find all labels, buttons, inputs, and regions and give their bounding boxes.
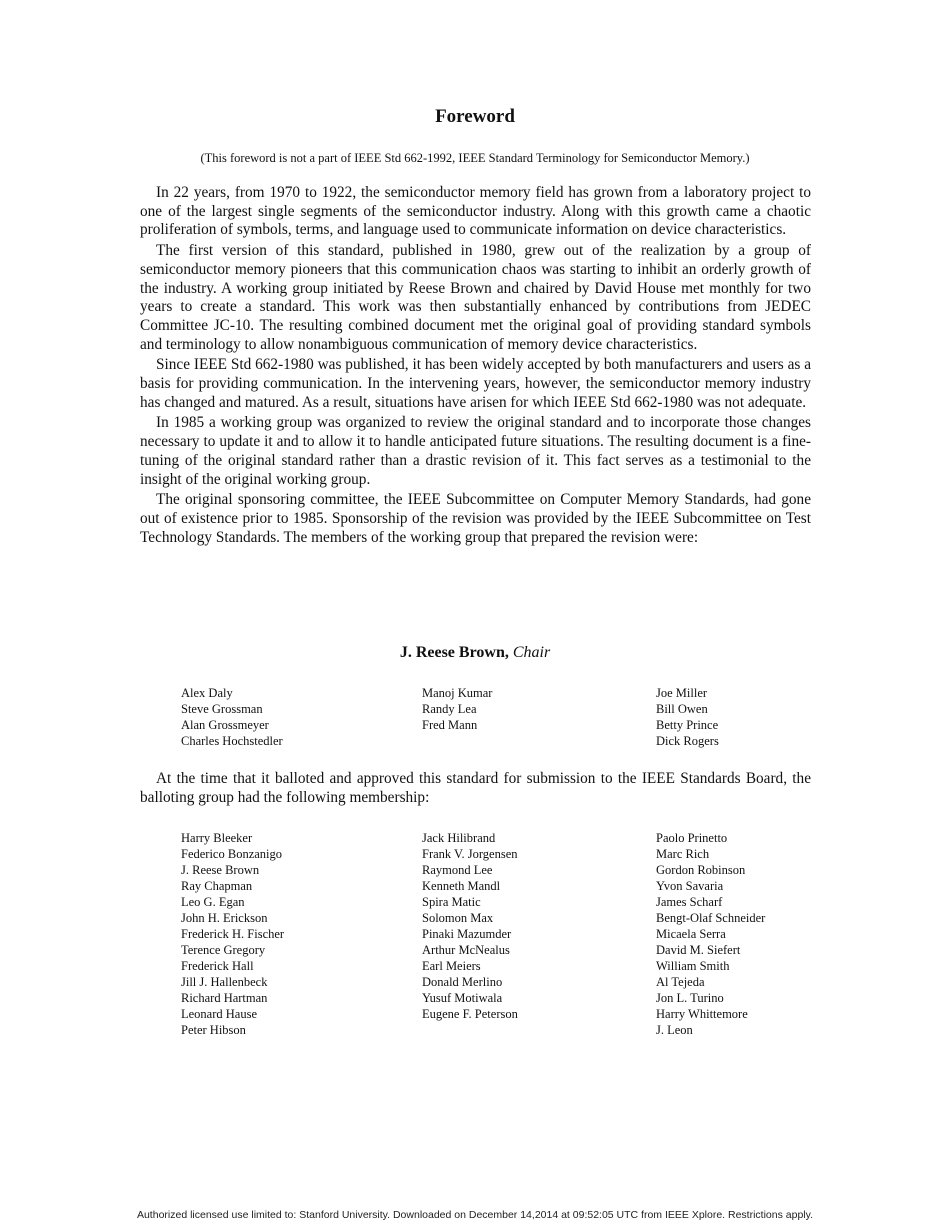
chair-name: J. Reese Brown, (399, 644, 509, 661)
ballot-column-1 (181, 830, 284, 1038)
ballot-member: David M. Siefert (656, 943, 741, 957)
paragraph: In 22 years, from 1970 to 1922, the semiconductor memory field has grown from a laboratory project to one of the largest single segments of the semiconductor industry. Along with this growth came a chaotic proliferation of symbols, terms, and language used to communicate information on device characteristics. (140, 184, 811, 239)
member-name: Alex Daly (181, 686, 233, 700)
member-name: Manoj Kumar (422, 686, 493, 700)
ballot-member: J. Leon (656, 1023, 693, 1037)
ballot-member: Earl Meiers (422, 959, 481, 973)
paragraph: In 1985 a working group was organized to review the original standard and to incorporate those changes necessary to update it and to allow it to handle anticipated future situations. The resulting document is a fine-tuning of the original standard rather than a drastic revision of it. This fact serves as a testimonial to the insight of the original working group. (140, 414, 811, 488)
license-footer: Authorized licensed use limited to: Stanford University. Downloaded on December 14,2014 at 09:52:05 UTC from IEEE Xplore. Restrictions apply. (136, 1209, 814, 1221)
ballot-member: Leo G. Egan (181, 895, 245, 909)
ballot-member: Richard Hartman (181, 991, 268, 1005)
ballot-column-2 (422, 830, 518, 1022)
paragraph: At the time that it balloted and approved this standard for submission to the IEEE Standards Board, the balloting group had the following membership: (140, 770, 811, 806)
ballot-member: Bengt-Olaf Schneider (656, 911, 766, 925)
ballot-member: James Scharf (656, 895, 723, 909)
ballot-member: Peter Hibson (181, 1023, 246, 1037)
member-name: Randy Lea (422, 702, 477, 716)
member-name: Steve Grossman (181, 702, 263, 716)
ballot-intro (140, 770, 811, 809)
ballot-member: Leonard Hause (181, 1007, 258, 1021)
ballot-member: Al Tejeda (656, 975, 705, 989)
ballot-member: Frederick H. Fischer (181, 927, 285, 941)
ballot-member: J. Reese Brown (181, 863, 260, 877)
ballot-member: Harry Bleeker (181, 831, 253, 845)
member-name: Betty Prince (656, 718, 719, 732)
paragraph: The first version of this standard, published in 1980, grew out of the realization by a group of semiconductor memory pioneers that this communication chaos was starting to inhibit an orderly growth of the industry. A working group initiated by Reese Brown and chaired by David House met monthly for two years to create a standard. This work was then substantially enhanced by contributions from JEDEC Committee JC-10. The resulting combined document met the original goal of providing standard symbols and terminology to allow nonambiguous communication of memory device characteristics. (140, 242, 811, 353)
ballot-member: Donald Merlino (422, 975, 503, 989)
ballot-member: Yvon Savaria (656, 879, 724, 893)
ballot-member: Jon L. Turino (656, 991, 724, 1005)
paragraph: The original sponsoring committee, the IEEE Subcommittee on Computer Memory Standards, had gone out of existence prior to 1985. Sponsorship of the revision was provided by the IEEE Subcommittee on Test Technology Standards. The members of the working group that prepared the revision were: (140, 491, 811, 546)
foreword-body (140, 184, 811, 549)
ballot-member: Kenneth Mandl (422, 879, 501, 893)
ballot-member: Arthur McNealus (422, 943, 510, 957)
member-name: Alan Grossmeyer (181, 718, 269, 732)
ballot-member: Pinaki Mazumder (422, 927, 512, 941)
ballot-member: Yusuf Motiwala (422, 991, 503, 1005)
member-name: Dick Rogers (656, 734, 719, 748)
ballot-member: John H. Erickson (181, 911, 268, 925)
ballot-member: William Smith (656, 959, 730, 973)
ballot-column-3 (656, 830, 765, 1038)
ballot-member: Jack Hilibrand (422, 831, 496, 845)
ballot-member: Ray Chapman (181, 879, 253, 893)
ballot-member: Frederick Hall (181, 959, 254, 973)
page-title: Foreword (435, 106, 515, 127)
working-group-column-2 (422, 685, 492, 733)
ballot-member: Solomon Max (422, 911, 494, 925)
ballot-member: Micaela Serra (656, 927, 726, 941)
ballot-member: Frank V. Jorgensen (422, 847, 518, 861)
ballot-member: Jill J. Hallenbeck (181, 975, 268, 989)
ballot-member: Federico Bonzanigo (181, 847, 283, 861)
member-name: Joe Miller (656, 686, 708, 700)
paragraph: Since IEEE Std 662-1980 was published, it has been widely accepted by both manufacturers and users as a basis for providing communication. In the intervening years, however, the semiconductor memory industry has changed and matured. As a result, situations have arisen for which IEEE Std 662-1980 was not adequate. (140, 356, 811, 411)
ballot-member: Raymond Lee (422, 863, 493, 877)
working-group-column-1 (181, 685, 283, 749)
member-name: Charles Hochstedler (181, 734, 283, 748)
member-name: Fred Mann (422, 718, 478, 732)
working-group-chair (0, 644, 950, 662)
ballot-member: Gordon Robinson (656, 863, 746, 877)
chair-role: Chair (512, 644, 551, 661)
ballot-member: Eugene F. Peterson (422, 1007, 518, 1021)
ballot-member: Harry Whittemore (656, 1007, 748, 1021)
foreword-note: (This foreword is not a part of IEEE Std 662-1992, IEEE Standard Terminology for Semiconductor Memory.) (200, 151, 750, 165)
ballot-member: Paolo Prinetto (656, 831, 728, 845)
working-group-column-3 (656, 685, 719, 749)
ballot-member: Spira Matic (422, 895, 481, 909)
ballot-member: Terence Gregory (181, 943, 266, 957)
ballot-member: Marc Rich (656, 847, 710, 861)
member-name: Bill Owen (656, 702, 708, 716)
